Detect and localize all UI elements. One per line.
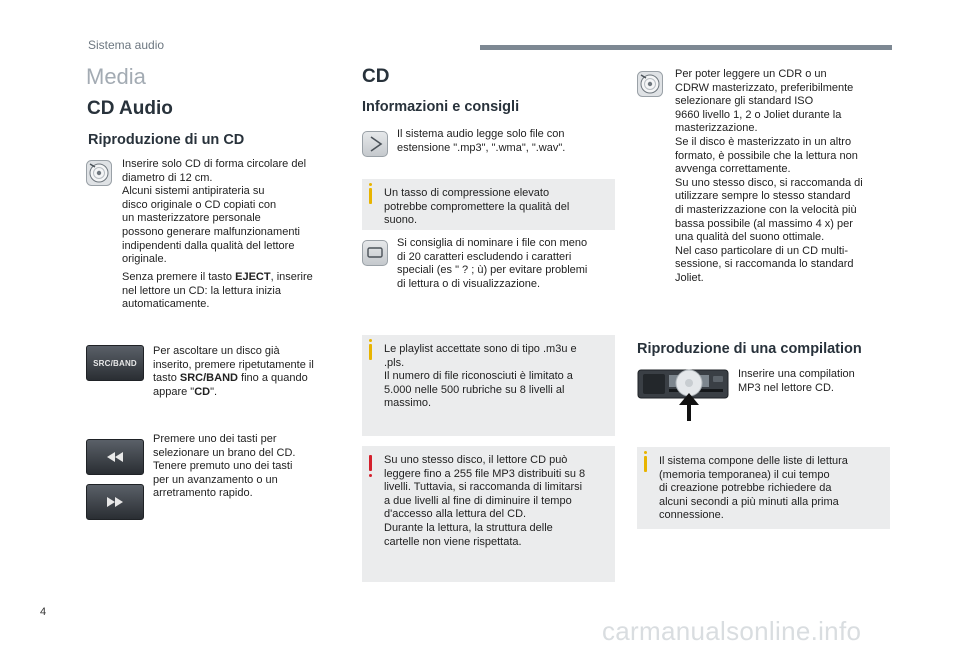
info-box-playlist-text: Le playlist accettate sono di tipo .m3u e .pls. Il numero di file riconosciuti è limitato a 5.000 nelle 500 rubriche su 8 livelli al massimo. <box>384 343 577 410</box>
rewind-key <box>86 439 144 475</box>
warning-box-mp3 <box>362 446 615 582</box>
src-band-key: SRC/BAND <box>86 345 144 381</box>
info-box-compression-text: Un tasso di compressione elevato potrebbe compromettere la qualità del suono. <box>384 187 570 227</box>
heading-riproduzione-cd: Riproduzione di un CD <box>88 132 245 148</box>
info-box-compression <box>362 179 615 230</box>
cd-icon <box>86 160 112 186</box>
info-box-playlist <box>362 335 615 436</box>
cdr-standard-text: Per poter leggere un CDR o un CDRW masterizzato, preferibilmente selezionare gli standard ISO 9660 livello 1, 2 o Joliet durante la masterizzazione. Se il disco è masterizzato in un altro formato, è possibile che la lettura non avvenga correttamente. Su uno stesso disco, si raccomanda di utilizzare sempre lo stesso standard di masterizzazione con la velocità più bassa possibile (al massimo 4 x) per una qualità del suono ottimale. Nel caso particolare di un CD multi- sessione, si raccomanda lo standard Joliet. <box>675 68 863 284</box>
file-naming-text: Si consiglia di nominare i file con meno di 20 caratteri escludendo i caratteri speciali (es " ? ; ù) per evitare problemi di lettura o di visualizzazione. <box>397 237 588 290</box>
info-icon <box>369 188 372 204</box>
page-title: Media <box>86 64 146 89</box>
info-icon <box>369 344 372 360</box>
eject-text: Senza premere il tasto EJECT, inserire nel lettore un CD: la lettura inizia automaticamente. <box>122 271 313 311</box>
info-box-playlist-creation <box>637 447 890 529</box>
heading-informazioni-consigli: Informazioni e consigli <box>362 99 520 115</box>
forward-key <box>86 484 144 520</box>
play-icon <box>362 131 388 157</box>
section-title-cd: CD <box>362 66 390 87</box>
forward-icon <box>107 497 123 507</box>
page-number: 4 <box>40 606 47 618</box>
warning-box-mp3-text: Su uno stesso disco, il lettore CD può leggere fino a 255 file MP3 distribuiti su 8 livelli. Tuttavia, si raccomanda di limitarsi a due livelli al fine di diminuire il tempo d'accesso alla lettura del CD. Durante la lettura, la struttura delle cartelle non viene rispettata. <box>384 454 586 548</box>
section-label: Sistema audio <box>88 38 165 52</box>
screen-icon <box>362 240 388 266</box>
rewind-icon <box>107 452 123 462</box>
track-select-text: Premere uno dei tasti per selezionare un brano del CD. Tenere premuto uno dei tasti per un avanzamento o un arretramento rapido. <box>153 433 296 500</box>
compilation-insert-text: Inserire una compilation MP3 nel lettore CD. <box>738 368 855 394</box>
warning-icon <box>369 455 372 471</box>
info-box-playlist-creation-text: Il sistema compone delle liste di lettura (memoria temporanea) il cui tempo di creazione potrebbe richiedere da alcuni secondi a più minuti alla prima connessione. <box>659 455 848 522</box>
watermark: carmanualsonline.info <box>602 616 862 646</box>
cd-player-insert-illustration <box>637 367 729 423</box>
src-band-text: Per ascoltare un disco già inserito, premere ripetutamente il tasto SRC/BAND fino a quando appare "CD". <box>153 345 314 398</box>
heading-riproduzione-compilation: Riproduzione di una compilation <box>637 341 862 357</box>
section-title-cd-audio: CD Audio <box>87 98 173 119</box>
info-icon <box>644 456 647 472</box>
header-bar <box>480 45 892 50</box>
cd-insert-text: Inserire solo CD di forma circolare del diametro di 12 cm. Alcuni sistemi antipirateria su disco originale o CD copiati con un masterizzatore personale possono generare malfunzionamenti indipendenti dalla qualità del lettore originale. <box>122 158 307 266</box>
cd-icon <box>637 71 663 97</box>
file-extensions-text: Il sistema audio legge solo file con estensione ".mp3", ".wma", ".wav". <box>397 128 566 154</box>
